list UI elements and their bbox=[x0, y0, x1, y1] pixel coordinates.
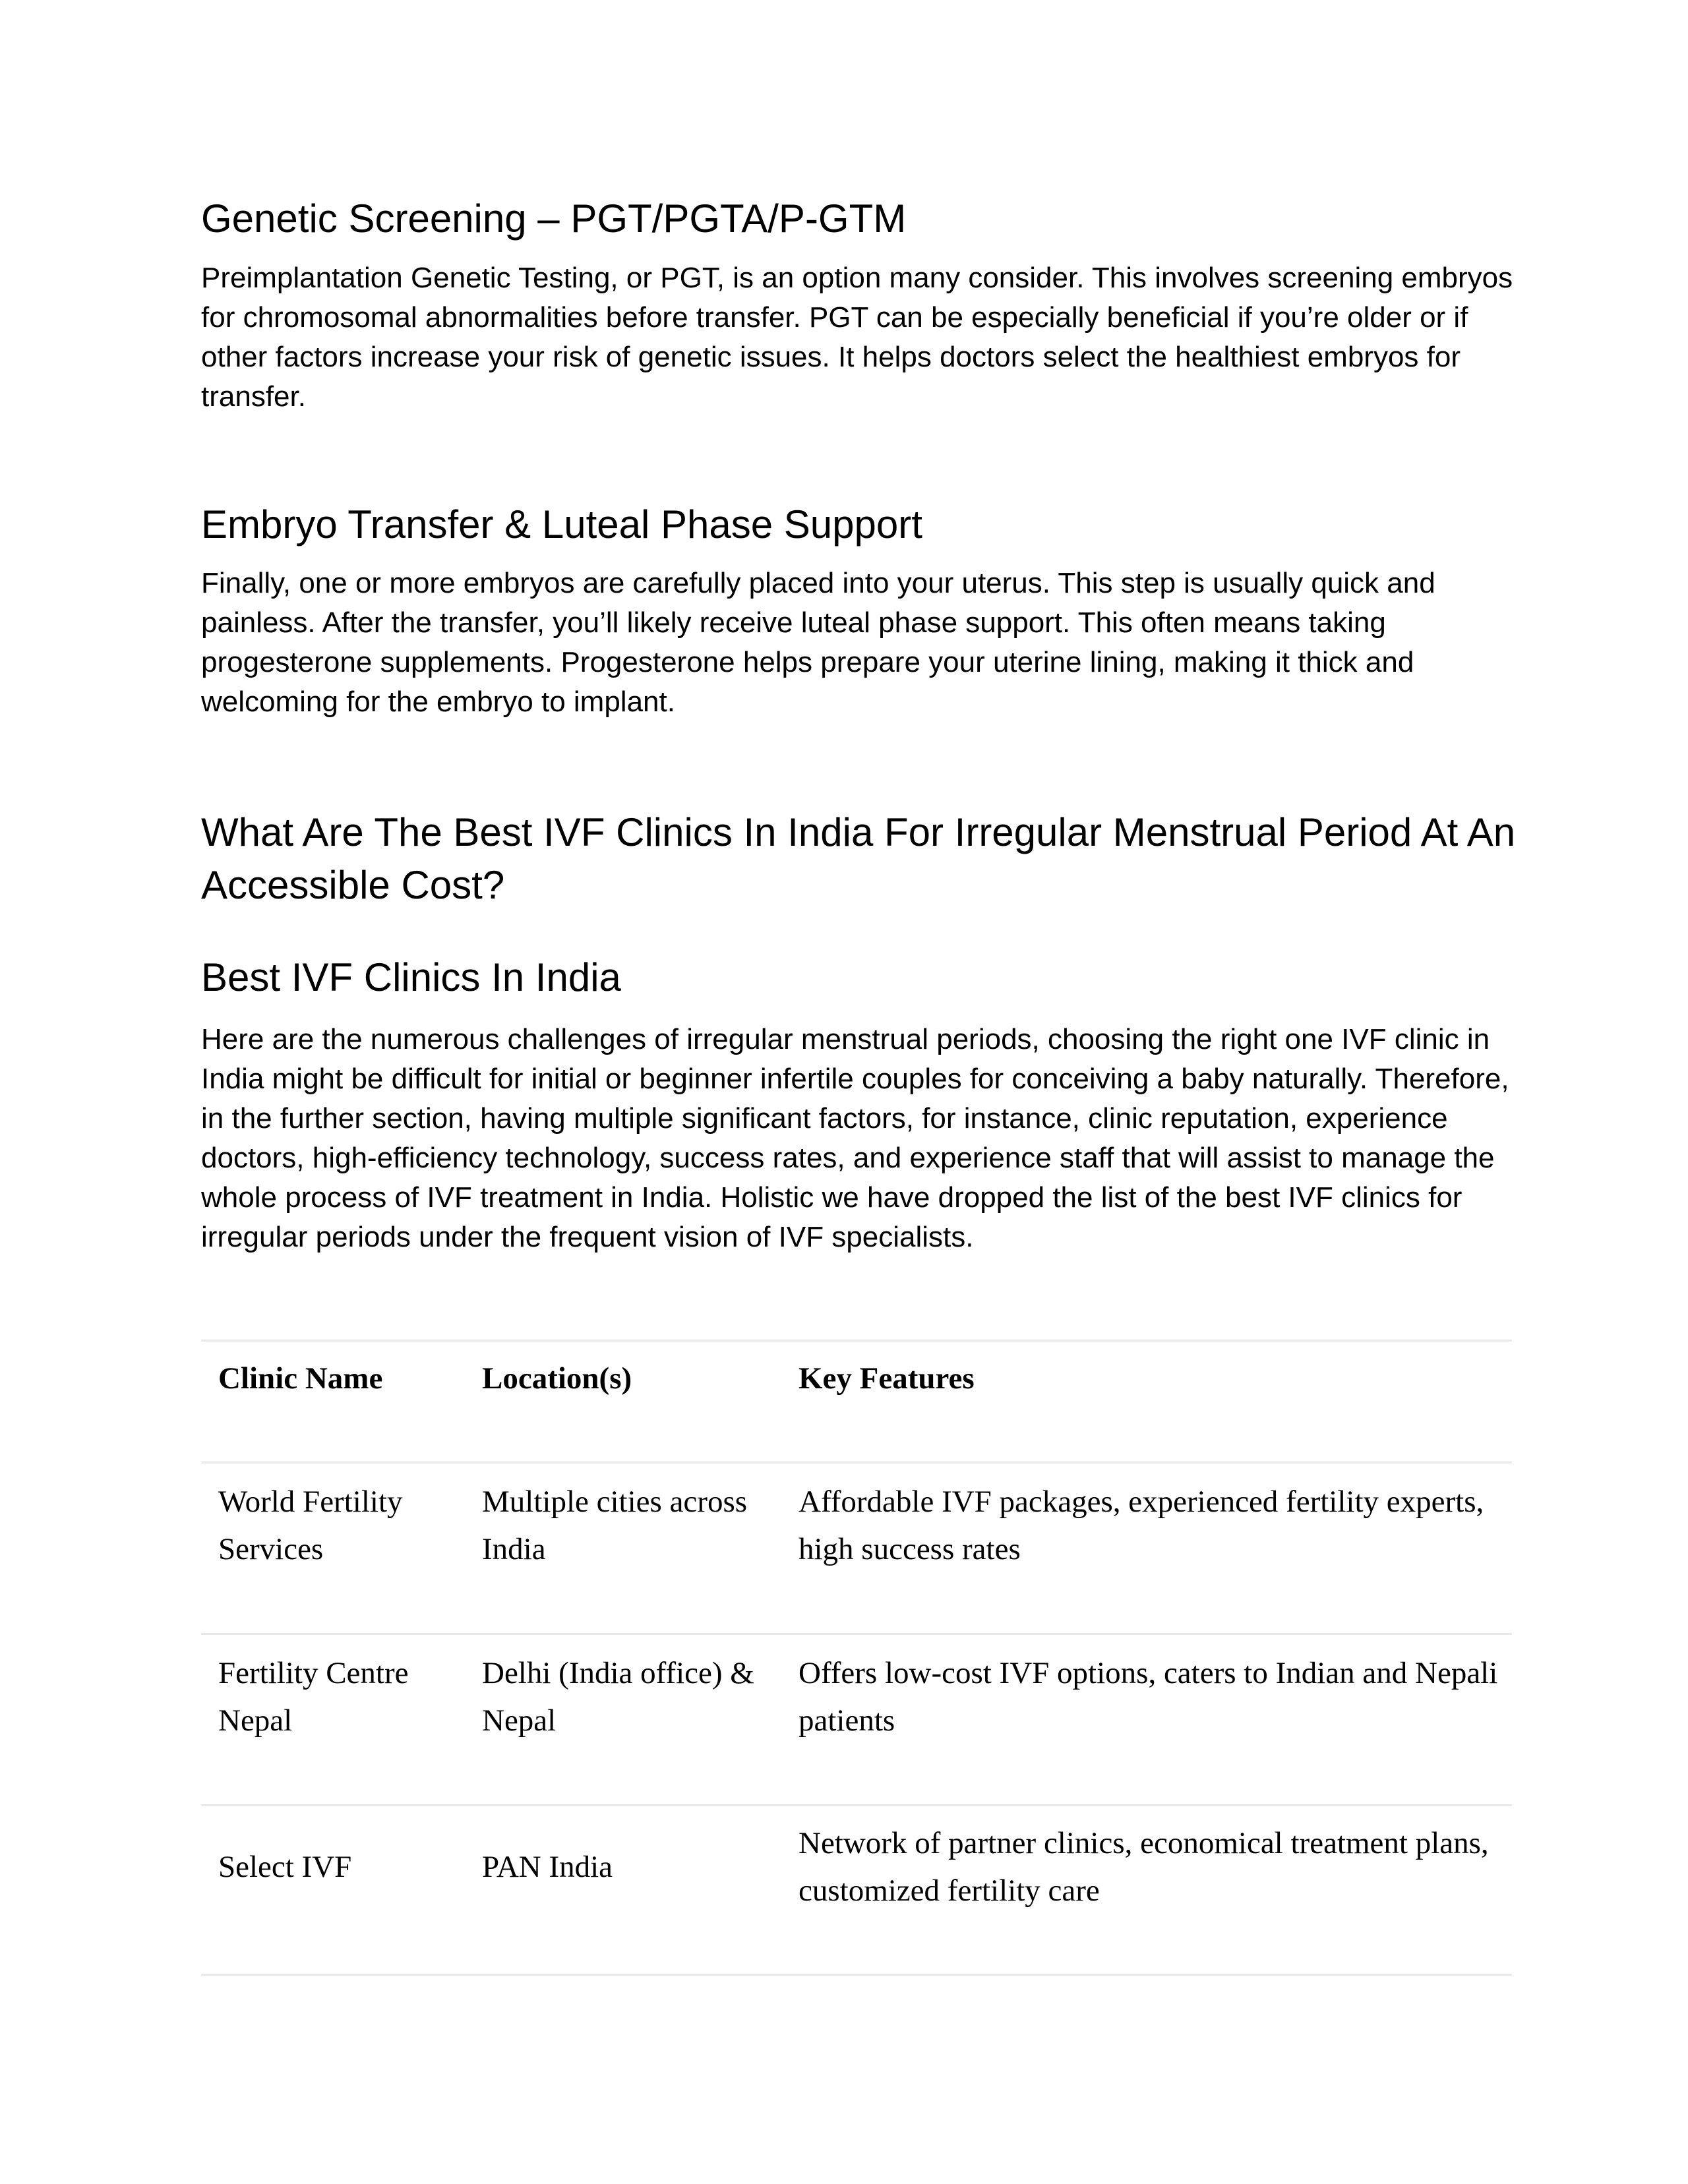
best-ivf-clinics-heading: Best IVF Clinics In India bbox=[201, 955, 621, 999]
column-header-clinic-name: Clinic Name bbox=[201, 1341, 465, 1463]
table-header-row bbox=[201, 1341, 1512, 1463]
genetic-screening-heading: Genetic Screening – PGT/PGTA/P-GTM bbox=[201, 196, 907, 241]
section-best-ivf-clinics bbox=[201, 951, 1688, 1257]
genetic-screening-paragraph: Preimplantation Genetic Testing, or PGT, is an option many consider. This involves screening embryos for chromosomal abnormalities before transfer. PGT can be especially beneficial if you’re older or if other factors increase your risk of genetic issues. It helps doctors select the healthiest embryos for transfer. bbox=[201, 262, 1513, 413]
section-genetic-screening bbox=[201, 192, 1688, 417]
clinics-table bbox=[201, 1340, 1512, 1976]
cell-clinic-name: Fertility Centre Nepal bbox=[201, 1634, 465, 1806]
best-clinics-question-heading: What Are The Best IVF Clinics In India For Irregular Menstrual Period At An Accessible Cost? bbox=[201, 810, 1516, 907]
cell-key-features: Affordable IVF packages, experienced fertility experts, high success rates bbox=[781, 1463, 1512, 1634]
cell-locations: Multiple cities across India bbox=[465, 1463, 781, 1634]
table-row bbox=[201, 1806, 1512, 1975]
best-ivf-clinics-paragraph: Here are the numerous challenges of irregular menstrual periods, choosing the right one IVF clinic in India might be difficult for initial or beginner infertile couples for conceiving a baby naturally. Therefore, in the further section, having multiple significant factors, for instance, clinic reputation, experience doctors, high-efficiency technology, success rates, and experience staff that will assist to manage the whole process of IVF treatment in India. Holistic we have dropped the list of the best IVF clinics for irregular periods under the frequent vision of IVF specialists. bbox=[201, 1023, 1509, 1253]
embryo-transfer-heading: Embryo Transfer & Luteal Phase Support bbox=[201, 502, 922, 546]
cell-key-features: Network of partner clinics, economical treatment plans, customized fertility care bbox=[781, 1806, 1512, 1975]
cell-locations: Delhi (India office) & Nepal bbox=[465, 1634, 781, 1806]
section-embryo-transfer bbox=[201, 498, 1688, 722]
cell-locations: PAN India bbox=[465, 1806, 781, 1975]
column-header-locations: Location(s) bbox=[465, 1341, 781, 1463]
cell-key-features: Offers low-cost IVF options, caters to Indian and Nepali patients bbox=[781, 1634, 1512, 1806]
embryo-transfer-paragraph: Finally, one or more embryos are carefully placed into your uterus. This step is usually quick and painless. After the transfer, you’ll likely receive luteal phase support. This often means taking progesterone supplements. Progesterone helps prepare your uterine lining, making it thick and welcoming for the embryo to implant. bbox=[201, 567, 1435, 718]
table-row bbox=[201, 1634, 1512, 1806]
table-row bbox=[201, 1463, 1512, 1634]
column-header-key-features: Key Features bbox=[781, 1341, 1512, 1463]
cell-clinic-name: Select IVF bbox=[201, 1806, 465, 1975]
cell-clinic-name: World Fertility Services bbox=[201, 1463, 465, 1634]
